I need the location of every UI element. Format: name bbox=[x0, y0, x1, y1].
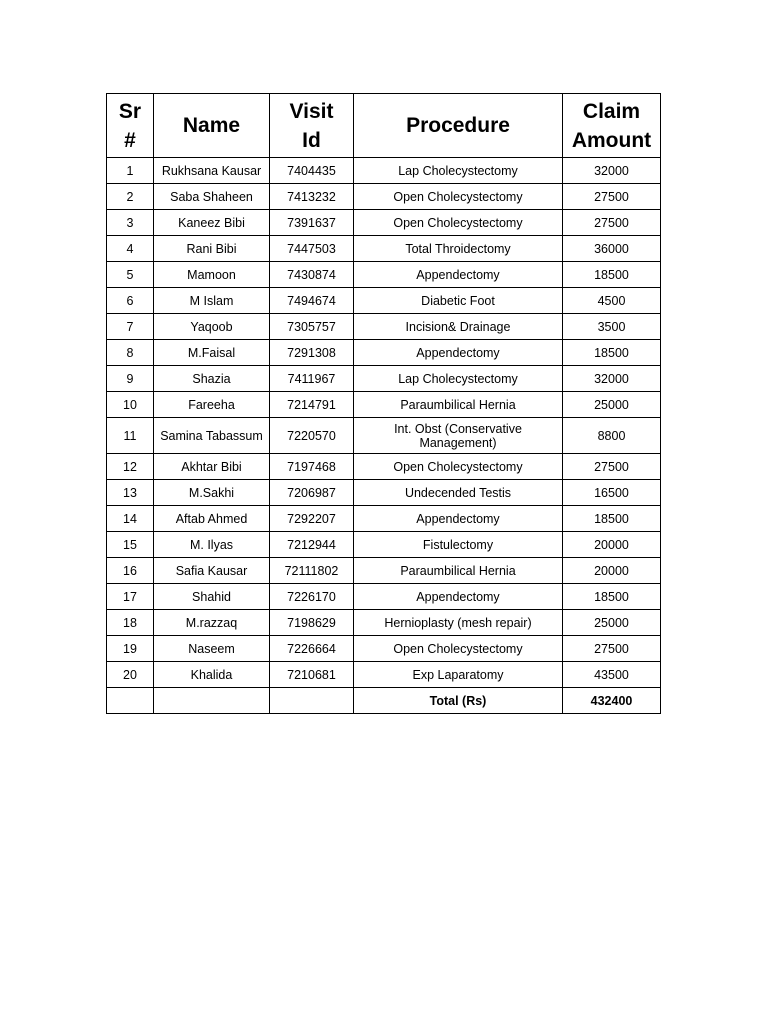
name-cell: M Islam bbox=[154, 288, 270, 314]
table-row bbox=[107, 236, 661, 262]
claim-amount-cell: 20000 bbox=[563, 532, 661, 558]
claim-amount-cell: 32000 bbox=[563, 158, 661, 184]
visit-id-cell: 7226664 bbox=[270, 636, 354, 662]
table-row bbox=[107, 558, 661, 584]
name-cell: Khalida bbox=[154, 662, 270, 688]
claim-amount-cell: 27500 bbox=[563, 210, 661, 236]
table-row bbox=[107, 288, 661, 314]
claim-amount-cell: 16500 bbox=[563, 480, 661, 506]
sr-cell: 12 bbox=[107, 454, 154, 480]
table-row bbox=[107, 480, 661, 506]
claim-amount-cell: 36000 bbox=[563, 236, 661, 262]
visit-id-cell: 7447503 bbox=[270, 236, 354, 262]
claim-amount-cell: 27500 bbox=[563, 184, 661, 210]
claim-amount-cell: 27500 bbox=[563, 454, 661, 480]
table-row bbox=[107, 366, 661, 392]
name-cell: Naseem bbox=[154, 636, 270, 662]
visit-id-cell: 7206987 bbox=[270, 480, 354, 506]
sr-cell: 3 bbox=[107, 210, 154, 236]
visit-id-cell: 7494674 bbox=[270, 288, 354, 314]
claim-amount-cell: 18500 bbox=[563, 262, 661, 288]
name-cell: Safia Kausar bbox=[154, 558, 270, 584]
visit-id-cell: 72111802 bbox=[270, 558, 354, 584]
sr-cell: 9 bbox=[107, 366, 154, 392]
visit-id-cell: 7226170 bbox=[270, 584, 354, 610]
claim-amount-cell: 3500 bbox=[563, 314, 661, 340]
claim-amount-cell: 8800 bbox=[563, 418, 661, 454]
claim-amount-cell: 18500 bbox=[563, 506, 661, 532]
name-cell: Shahid bbox=[154, 584, 270, 610]
procedure-cell: Appendectomy bbox=[354, 584, 563, 610]
procedure-cell: Appendectomy bbox=[354, 506, 563, 532]
claim-amount-cell: 32000 bbox=[563, 366, 661, 392]
claims-table bbox=[106, 93, 661, 714]
name-cell: Mamoon bbox=[154, 262, 270, 288]
procedure-cell: Lap Cholecystectomy bbox=[354, 158, 563, 184]
name-cell: Akhtar Bibi bbox=[154, 454, 270, 480]
procedure-cell: Appendectomy bbox=[354, 262, 563, 288]
name-cell: Shazia bbox=[154, 366, 270, 392]
procedure-cell: Paraumbilical Hernia bbox=[354, 558, 563, 584]
table-row bbox=[107, 506, 661, 532]
name-cell: M.razzaq bbox=[154, 610, 270, 636]
name-cell: M. Ilyas bbox=[154, 532, 270, 558]
table-row bbox=[107, 184, 661, 210]
header-visit-id: Visit Id bbox=[270, 94, 354, 158]
procedure-cell: Int. Obst (Conservative Management) bbox=[354, 418, 563, 454]
visit-id-cell: 7413232 bbox=[270, 184, 354, 210]
visit-id-cell: 7198629 bbox=[270, 610, 354, 636]
sr-cell: 20 bbox=[107, 662, 154, 688]
visit-id-cell: 7305757 bbox=[270, 314, 354, 340]
sr-cell: 16 bbox=[107, 558, 154, 584]
table-row bbox=[107, 314, 661, 340]
name-cell: M.Sakhi bbox=[154, 480, 270, 506]
visit-id-cell: 7197468 bbox=[270, 454, 354, 480]
procedure-cell: Hernioplasty (mesh repair) bbox=[354, 610, 563, 636]
name-cell: Aftab Ahmed bbox=[154, 506, 270, 532]
claim-amount-cell: 18500 bbox=[563, 340, 661, 366]
header-sr: Sr # bbox=[107, 94, 154, 158]
procedure-cell: Undecended Testis bbox=[354, 480, 563, 506]
table-row bbox=[107, 454, 661, 480]
total-row bbox=[107, 688, 661, 714]
table-row bbox=[107, 340, 661, 366]
visit-id-cell: 7430874 bbox=[270, 262, 354, 288]
total-label: Total (Rs) bbox=[354, 688, 563, 714]
sr-cell: 15 bbox=[107, 532, 154, 558]
visit-id-cell: 7212944 bbox=[270, 532, 354, 558]
table-row bbox=[107, 158, 661, 184]
sr-cell: 10 bbox=[107, 392, 154, 418]
procedure-cell: Exp Laparatomy bbox=[354, 662, 563, 688]
table-row bbox=[107, 262, 661, 288]
visit-id-cell: 7391637 bbox=[270, 210, 354, 236]
procedure-cell: Incision& Drainage bbox=[354, 314, 563, 340]
table-row bbox=[107, 662, 661, 688]
sr-cell: 8 bbox=[107, 340, 154, 366]
header-row bbox=[107, 94, 661, 158]
header-claim-amount: Claim Amount bbox=[563, 94, 661, 158]
total-amount: 432400 bbox=[563, 688, 661, 714]
name-cell: Kaneez Bibi bbox=[154, 210, 270, 236]
visit-id-cell: 7404435 bbox=[270, 158, 354, 184]
sr-cell: 4 bbox=[107, 236, 154, 262]
total-empty-cell bbox=[107, 688, 154, 714]
sr-cell: 11 bbox=[107, 418, 154, 454]
visit-id-cell: 7291308 bbox=[270, 340, 354, 366]
total-empty-cell bbox=[270, 688, 354, 714]
claim-amount-cell: 4500 bbox=[563, 288, 661, 314]
name-cell: M.Faisal bbox=[154, 340, 270, 366]
visit-id-cell: 7411967 bbox=[270, 366, 354, 392]
sr-cell: 2 bbox=[107, 184, 154, 210]
visit-id-cell: 7292207 bbox=[270, 506, 354, 532]
procedure-cell: Total Throidectomy bbox=[354, 236, 563, 262]
claim-amount-cell: 43500 bbox=[563, 662, 661, 688]
procedure-cell: Paraumbilical Hernia bbox=[354, 392, 563, 418]
visit-id-cell: 7214791 bbox=[270, 392, 354, 418]
procedure-cell: Appendectomy bbox=[354, 340, 563, 366]
header-procedure: Procedure bbox=[354, 94, 563, 158]
table-row bbox=[107, 532, 661, 558]
claim-amount-cell: 25000 bbox=[563, 392, 661, 418]
claim-amount-cell: 25000 bbox=[563, 610, 661, 636]
header-name: Name bbox=[154, 94, 270, 158]
table-row bbox=[107, 610, 661, 636]
procedure-cell: Fistulectomy bbox=[354, 532, 563, 558]
procedure-cell: Diabetic Foot bbox=[354, 288, 563, 314]
sr-cell: 14 bbox=[107, 506, 154, 532]
sr-cell: 17 bbox=[107, 584, 154, 610]
table-row bbox=[107, 636, 661, 662]
claim-amount-cell: 20000 bbox=[563, 558, 661, 584]
sr-cell: 13 bbox=[107, 480, 154, 506]
sr-cell: 1 bbox=[107, 158, 154, 184]
procedure-cell: Open Cholecystectomy bbox=[354, 454, 563, 480]
sr-cell: 6 bbox=[107, 288, 154, 314]
name-cell: Yaqoob bbox=[154, 314, 270, 340]
name-cell: Fareeha bbox=[154, 392, 270, 418]
table-row bbox=[107, 418, 661, 454]
claims-body bbox=[107, 158, 661, 688]
name-cell: Saba Shaheen bbox=[154, 184, 270, 210]
sr-cell: 5 bbox=[107, 262, 154, 288]
procedure-cell: Open Cholecystectomy bbox=[354, 210, 563, 236]
total-empty-cell bbox=[154, 688, 270, 714]
name-cell: Samina Tabassum bbox=[154, 418, 270, 454]
claim-amount-cell: 18500 bbox=[563, 584, 661, 610]
table-row bbox=[107, 584, 661, 610]
visit-id-cell: 7220570 bbox=[270, 418, 354, 454]
procedure-cell: Open Cholecystectomy bbox=[354, 184, 563, 210]
sr-cell: 7 bbox=[107, 314, 154, 340]
sr-cell: 18 bbox=[107, 610, 154, 636]
table-row bbox=[107, 210, 661, 236]
claim-amount-cell: 27500 bbox=[563, 636, 661, 662]
procedure-cell: Lap Cholecystectomy bbox=[354, 366, 563, 392]
visit-id-cell: 7210681 bbox=[270, 662, 354, 688]
name-cell: Rani Bibi bbox=[154, 236, 270, 262]
name-cell: Rukhsana Kausar bbox=[154, 158, 270, 184]
procedure-cell: Open Cholecystectomy bbox=[354, 636, 563, 662]
sr-cell: 19 bbox=[107, 636, 154, 662]
table-row bbox=[107, 392, 661, 418]
